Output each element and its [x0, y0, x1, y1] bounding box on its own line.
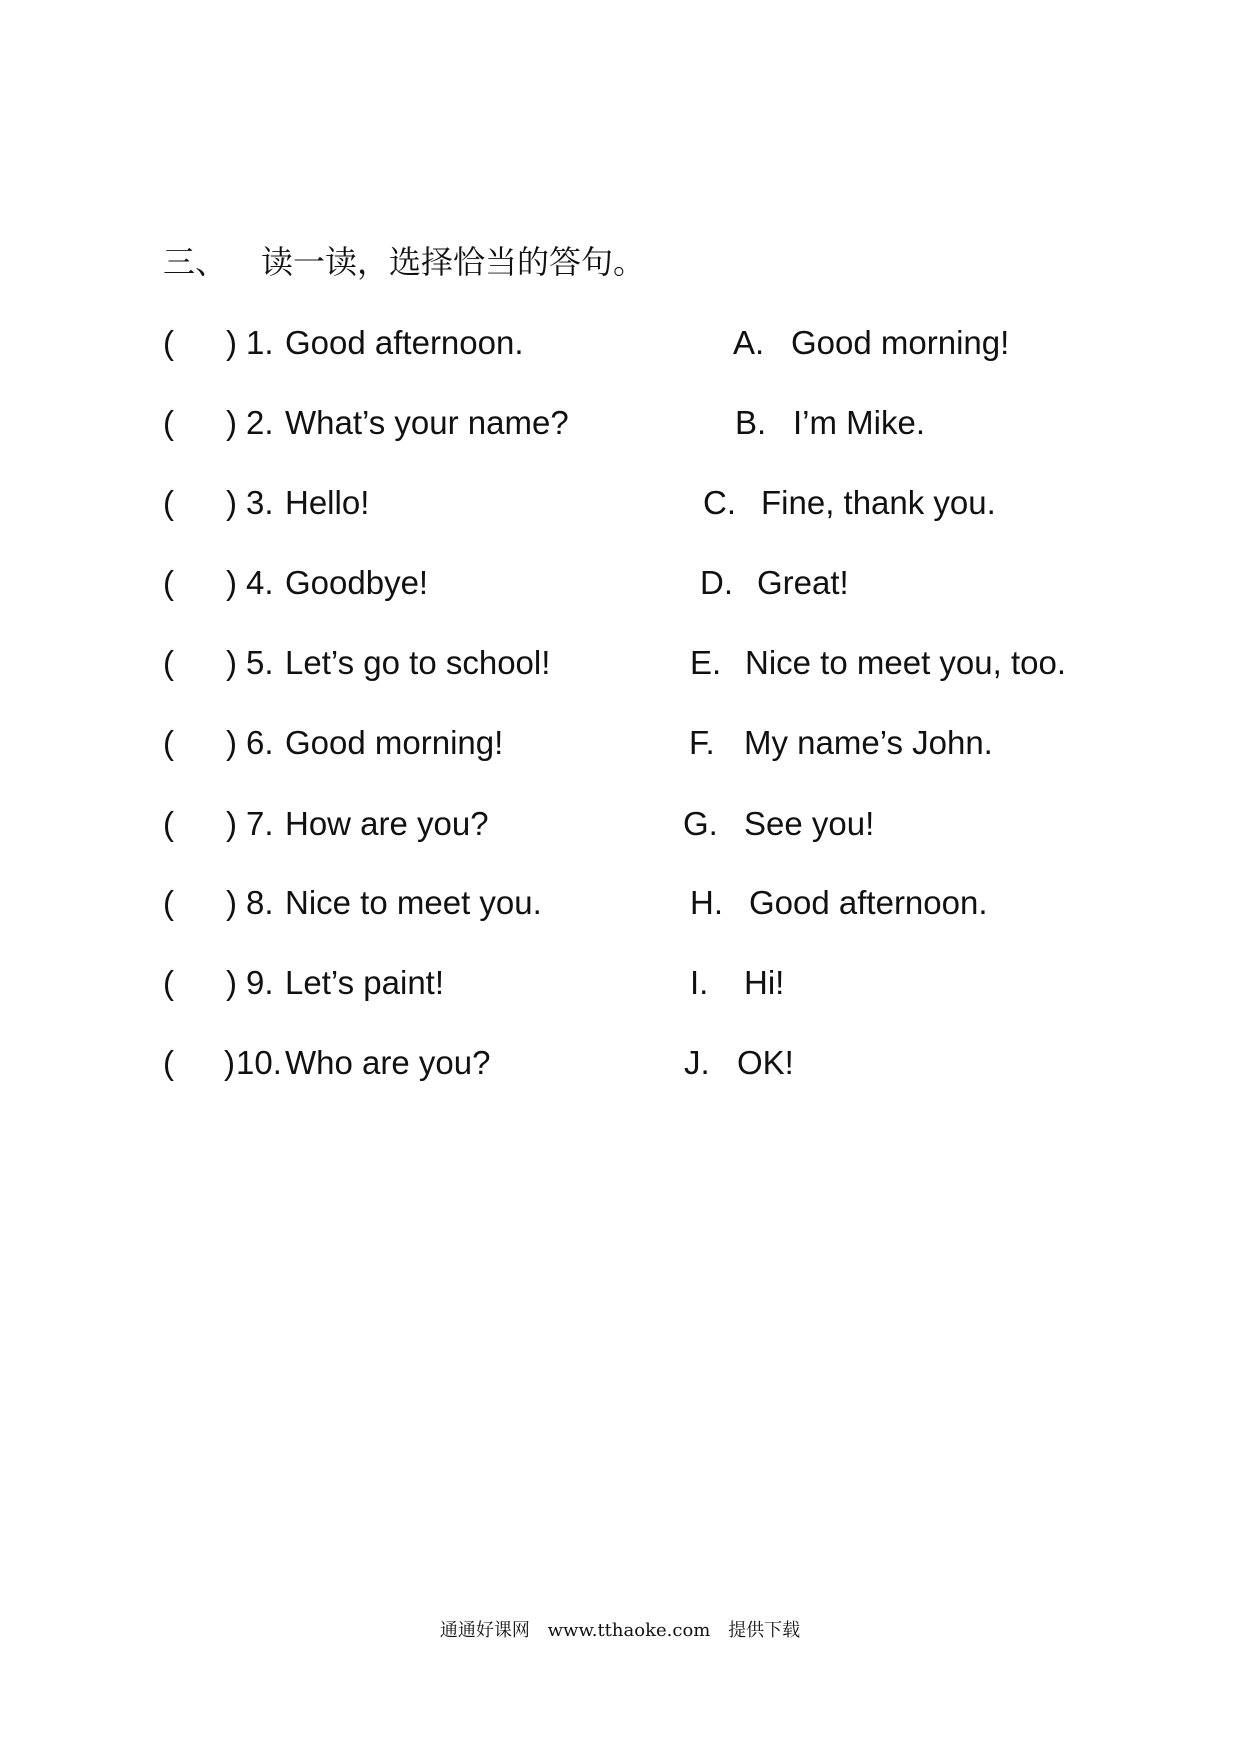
option-letter: H. [690, 884, 723, 921]
section-instruction: 读一读，选择恰当的答句。 [261, 243, 646, 281]
option-letter: J. [684, 1044, 710, 1081]
question-number: 1. [246, 324, 274, 361]
question-number: 4. [246, 564, 274, 601]
question-number: 8. [246, 884, 274, 921]
option-letter: E. [690, 644, 722, 681]
answer-blank-open: ( [163, 404, 174, 441]
answer-blank-close: ) [224, 1044, 235, 1081]
option-letter: A. [733, 324, 765, 361]
answer-blank-open: ( [163, 484, 174, 521]
option-letter: I. [690, 964, 709, 1001]
question-text: Good afternoon. [285, 324, 524, 361]
option-text: Hi! [744, 964, 785, 1001]
answer-blank-open: ( [163, 324, 174, 361]
answer-blank-open: ( [163, 884, 174, 921]
question-row-4 [0, 558, 1240, 608]
question-number: 6. [246, 724, 274, 761]
section-title [163, 240, 645, 284]
question-row-6 [0, 718, 1240, 768]
question-number: 9. [246, 964, 274, 1001]
question-number: 7. [246, 805, 274, 842]
footer-url: www.tthaoke.com [547, 1620, 711, 1641]
answer-blank-open: ( [163, 805, 174, 842]
answer-blank-close: ) [226, 404, 237, 441]
question-text: What’s your name? [285, 404, 569, 441]
footer-site-name: 通通好课网 [439, 1620, 530, 1641]
answer-blank-close: ) [226, 884, 237, 921]
footer-action: 提供下载 [728, 1620, 801, 1641]
question-row-2 [0, 398, 1240, 448]
option-text: I’m Mike. [793, 404, 925, 441]
option-letter: G. [683, 805, 718, 842]
page-footer [0, 1618, 1240, 1644]
answer-blank-close: ) [226, 484, 237, 521]
question-text: Hello! [285, 484, 370, 521]
answer-blank-close: ) [226, 644, 237, 681]
answer-blank-open: ( [163, 724, 174, 761]
answer-blank-close: ) [226, 964, 237, 1001]
option-text: Nice to meet you, too. [745, 644, 1066, 681]
question-row-8 [0, 878, 1240, 928]
question-number: 3. [246, 484, 274, 521]
question-row-10 [0, 1038, 1240, 1088]
question-text: Nice to meet you. [285, 884, 542, 921]
option-letter: D. [700, 564, 733, 601]
option-text: Great! [757, 564, 849, 601]
question-text: Who are you? [285, 1044, 491, 1081]
option-text: Good afternoon. [749, 884, 988, 921]
answer-blank-close: ) [226, 564, 237, 601]
question-row-9 [0, 958, 1240, 1008]
answer-blank-close: ) [226, 805, 237, 842]
option-text: See you! [744, 805, 875, 842]
answer-blank-close: ) [226, 724, 237, 761]
question-row-5 [0, 638, 1240, 688]
option-text: Fine, thank you. [761, 484, 996, 521]
option-text: Good morning! [791, 324, 1010, 361]
answer-blank-open: ( [163, 564, 174, 601]
section-number: 三、 [163, 243, 228, 281]
answer-blank-open: ( [163, 644, 174, 681]
question-text: Good morning! [285, 724, 504, 761]
question-number: 5. [246, 644, 274, 681]
option-text: My name’s John. [744, 724, 993, 761]
question-number: 2. [246, 404, 274, 441]
option-text: OK! [737, 1044, 794, 1081]
question-text: Let’s paint! [285, 964, 445, 1001]
option-letter: C. [703, 484, 736, 521]
option-letter: F. [689, 724, 715, 761]
question-row-1 [0, 318, 1240, 368]
question-row-7 [0, 799, 1240, 849]
answer-blank-open: ( [163, 964, 174, 1001]
question-text: How are you? [285, 805, 489, 842]
question-text: Goodbye! [285, 564, 429, 601]
answer-blank-open: ( [163, 1044, 174, 1081]
answer-blank-close: ) [226, 324, 237, 361]
question-number: 10. [236, 1044, 282, 1081]
question-row-3 [0, 478, 1240, 528]
question-text: Let’s go to school! [285, 644, 551, 681]
option-letter: B. [735, 404, 767, 441]
